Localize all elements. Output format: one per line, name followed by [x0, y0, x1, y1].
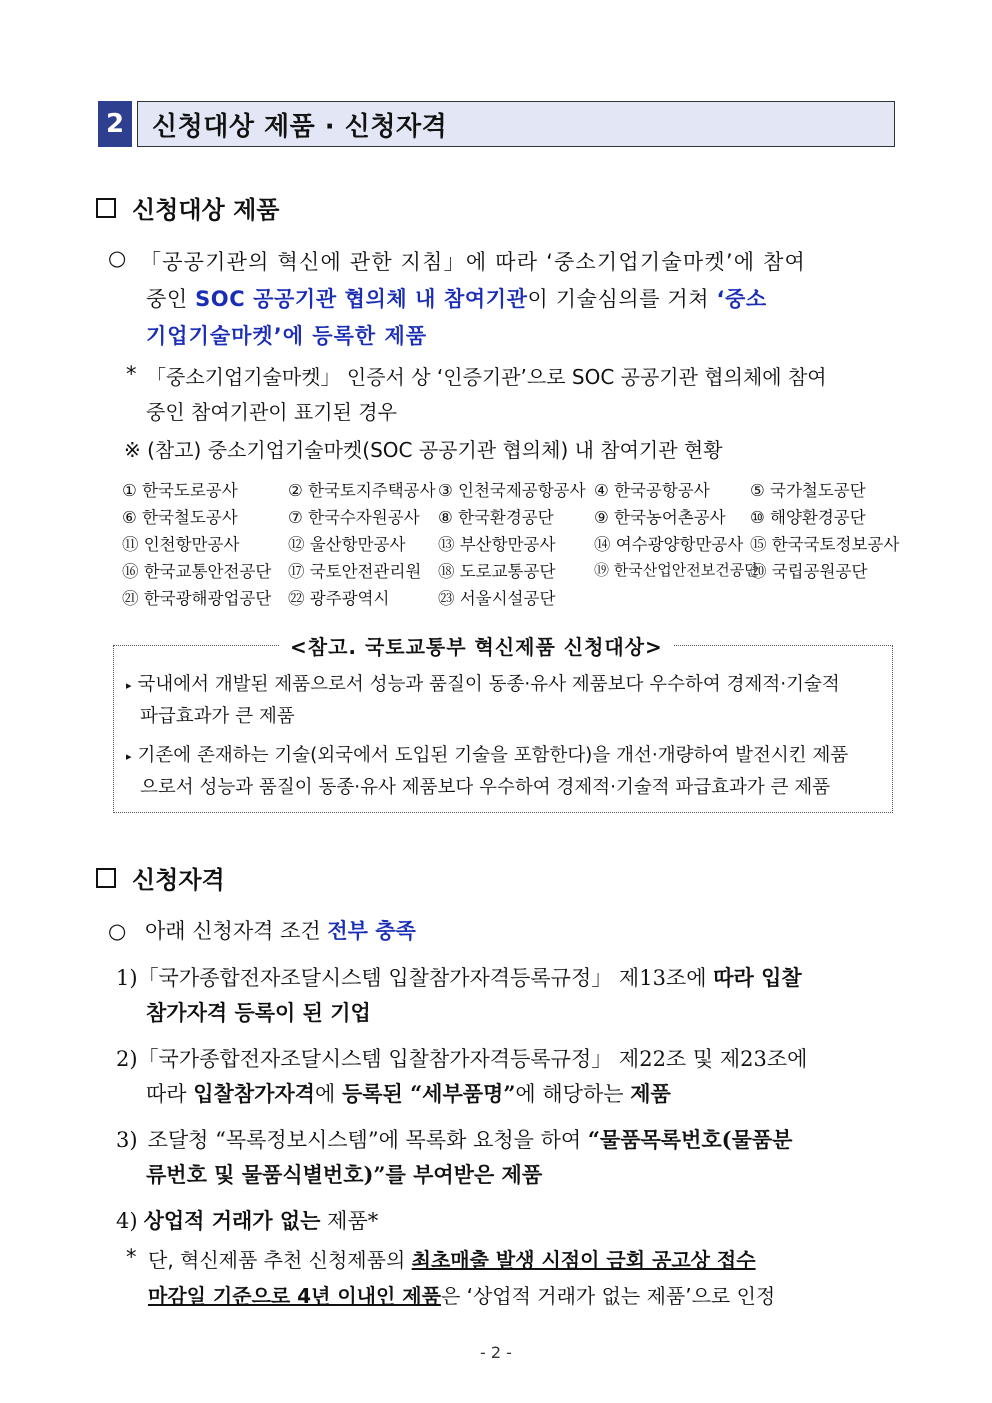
item1-text-b: 따라 입찰	[713, 965, 802, 990]
item2-text: 「국가종합전자조달시스템 입찰참가자격등록규정」 제22조 및 제23조에	[137, 1047, 808, 1071]
all-met-highlight: 전부 충족	[327, 918, 416, 943]
line2-part-d: ‘중소	[716, 287, 767, 311]
agency-item: ⑯ 한국교통안전공단	[122, 561, 272, 581]
products-bullet-marker: ○	[108, 246, 127, 270]
bullet-marker: ○	[108, 919, 127, 943]
qualification-heading-text: 신청자격	[132, 865, 225, 894]
agency-row	[122, 556, 902, 583]
qual-item1-line1	[116, 962, 802, 992]
item2-l2-d: 등록된 “세부품명”	[341, 1081, 516, 1106]
agency-item: ⑥ 한국철도공사	[122, 507, 238, 527]
agency-item: ⑰ 국토안전관리원	[288, 561, 422, 581]
agency-row	[122, 475, 902, 502]
reference-item1-line1	[126, 670, 840, 696]
products-heading	[96, 190, 279, 225]
item-number: 4)	[116, 1209, 138, 1233]
qual-item2-line1	[116, 1043, 807, 1073]
reference-item2-line2: 으로서 성능과 품질이 동종·유사 제품보다 우수하여 경제적·기술적 파급효과가 큰 제품	[140, 777, 831, 798]
qual-item2-line2	[146, 1078, 671, 1108]
agency-item: ⑭ 여수광양항만공사	[594, 534, 744, 554]
agency-item: ① 한국도로공사	[122, 480, 238, 500]
agency-grid	[122, 475, 902, 610]
item3-text-a: 조달청 “목록정보시스템”에 목록화 요청을 하여	[147, 1128, 588, 1152]
agency-item: ② 한국토지주택공사	[288, 480, 436, 500]
agency-item: ⑬ 부산항만공사	[438, 534, 556, 554]
agency-item: ⑱ 도로교통공단	[438, 561, 556, 581]
item-number: 2)	[116, 1047, 138, 1071]
final-note-marker: *	[126, 1245, 137, 1269]
line2-part-a: 중인	[146, 287, 196, 311]
item1-text-a: 「국가종합전자조달시스템 입찰참가자격등록규정」 제13조에	[137, 966, 714, 990]
agency-item: ⑮ 한국국토정보공사	[750, 534, 900, 554]
products-bullet-line2	[146, 283, 767, 313]
agency-item: ⑲ 한국산업안전보건공단	[594, 561, 759, 579]
qualification-heading	[96, 860, 225, 895]
products-note-line2: 중인 참여기관이 표기된 경우	[146, 400, 397, 424]
qual-item4	[116, 1205, 378, 1235]
agency-item: ④ 한국공항공사	[594, 480, 710, 500]
agency-item: ⑳ 국립공원공단	[750, 561, 868, 581]
qual-item3-line2: 류번호 및 물품식별번호)”를 부여받은 제품	[146, 1162, 543, 1187]
section-title: 신청대상 제품 · 신청자격	[152, 111, 448, 142]
products-bullet-line1: 「공공기관의 혁신에 관한 지침」에 따라 ‘중소기업기술마켓’에 참여	[140, 250, 807, 274]
agency-item: ⑫ 울산항만공사	[288, 534, 406, 554]
agency-item: ⑦ 한국수자원공사	[288, 507, 420, 527]
reference-item2-line1	[126, 741, 848, 767]
agency-row	[122, 502, 902, 529]
item4-text-b: 제품*	[320, 1209, 379, 1233]
agency-item: ⑨ 한국농어촌공사	[594, 507, 726, 527]
agency-item: ㉑ 한국광해광업공단	[122, 588, 272, 608]
bullet-text: 아래 신청자격 조건	[145, 919, 328, 943]
item2-l2-b: 입찰참가자격	[193, 1081, 315, 1106]
qual-item1-line2: 참가자격 등록이 된 기업	[146, 1000, 371, 1025]
agency-reference-line: ※ (참고) 중소기업기술마켓(SOC 공공기관 협의체) 내 참여기관 현황	[124, 438, 723, 462]
products-note-line1: 「중소기업기술마켓」 인증서 상 ‘인증기관’으로 SOC 공공기관 협의체에 참여	[146, 365, 827, 389]
agency-item: ㉒ 광주광역시	[288, 588, 390, 608]
qualification-bullet	[108, 915, 416, 945]
reference-item2-text: 기존에 존재하는 기술(외국에서 도입된 기술을 포함한다)을 개선·개량하여 발전시킨 제품	[137, 745, 849, 766]
line2-part-c: 이 기술심의를 거쳐	[527, 287, 717, 311]
agency-item: ⑧ 한국환경공단	[438, 507, 554, 527]
products-bullet-line3: 기업기술마켓’에 등록한 제품	[146, 324, 428, 348]
triangle-bullet-icon: ▸	[126, 678, 132, 692]
qual-item3-line1	[116, 1124, 792, 1154]
item2-l2-e: 에 해당하는	[515, 1082, 631, 1106]
section-number: 2	[98, 101, 132, 147]
item2-l2-c: 에	[314, 1082, 342, 1106]
note-underlined-b: 마감일 기준으로 4년 이내인 제품	[148, 1284, 441, 1308]
agency-item: ⑪ 인천항만공사	[122, 534, 240, 554]
item2-l2-a: 따라	[146, 1082, 194, 1106]
item3-text-b: “물품목록번호(물품분	[587, 1127, 793, 1152]
note-text-a: 단, 혁신제품 추천 신청제품의	[148, 1248, 412, 1272]
final-note-line2	[148, 1280, 775, 1309]
products-note-marker: *	[126, 362, 137, 386]
agency-item: ⑩ 해양환경공단	[750, 507, 866, 527]
products-heading-text: 신청대상 제품	[132, 195, 280, 224]
soc-highlight: SOC 공공기관 협의체 내 참여기관	[195, 287, 528, 311]
item-number: 1)	[116, 966, 138, 990]
section-title-box	[137, 101, 895, 147]
item2-l2-f: 제품	[630, 1081, 671, 1106]
page-number: - 2 -	[480, 1343, 512, 1362]
agency-row	[122, 529, 902, 556]
triangle-bullet-icon: ▸	[126, 749, 132, 763]
reference-box-title: <참고. 국토교통부 혁신제품 신청대상>	[280, 631, 673, 660]
reference-item1-line2: 파급효과가 큰 제품	[140, 706, 295, 727]
reference-item1-text: 국내에서 개발된 제품으로서 성능과 품질이 동종·유사 제품보다 우수하여 경제적·기술적	[137, 674, 840, 695]
note-underlined-a: 최초매출 발생 시점이 금회 공고상 접수	[411, 1248, 756, 1272]
item4-text-a: 상업적 거래가 없는	[143, 1208, 321, 1233]
agency-row	[122, 583, 902, 610]
checkbox-square-icon	[96, 198, 116, 218]
checkbox-square-icon	[96, 868, 116, 888]
agency-item: ㉓ 서울시설공단	[438, 588, 556, 608]
agency-item: ③ 인천국제공항공사	[438, 480, 586, 500]
item-number: 3)	[116, 1128, 138, 1152]
agency-item: ⑤ 국가철도공단	[750, 480, 866, 500]
final-note-line1	[148, 1244, 756, 1273]
note-text-b: 은 ‘상업적 거래가 없는 제품’으로 인정	[440, 1284, 776, 1308]
